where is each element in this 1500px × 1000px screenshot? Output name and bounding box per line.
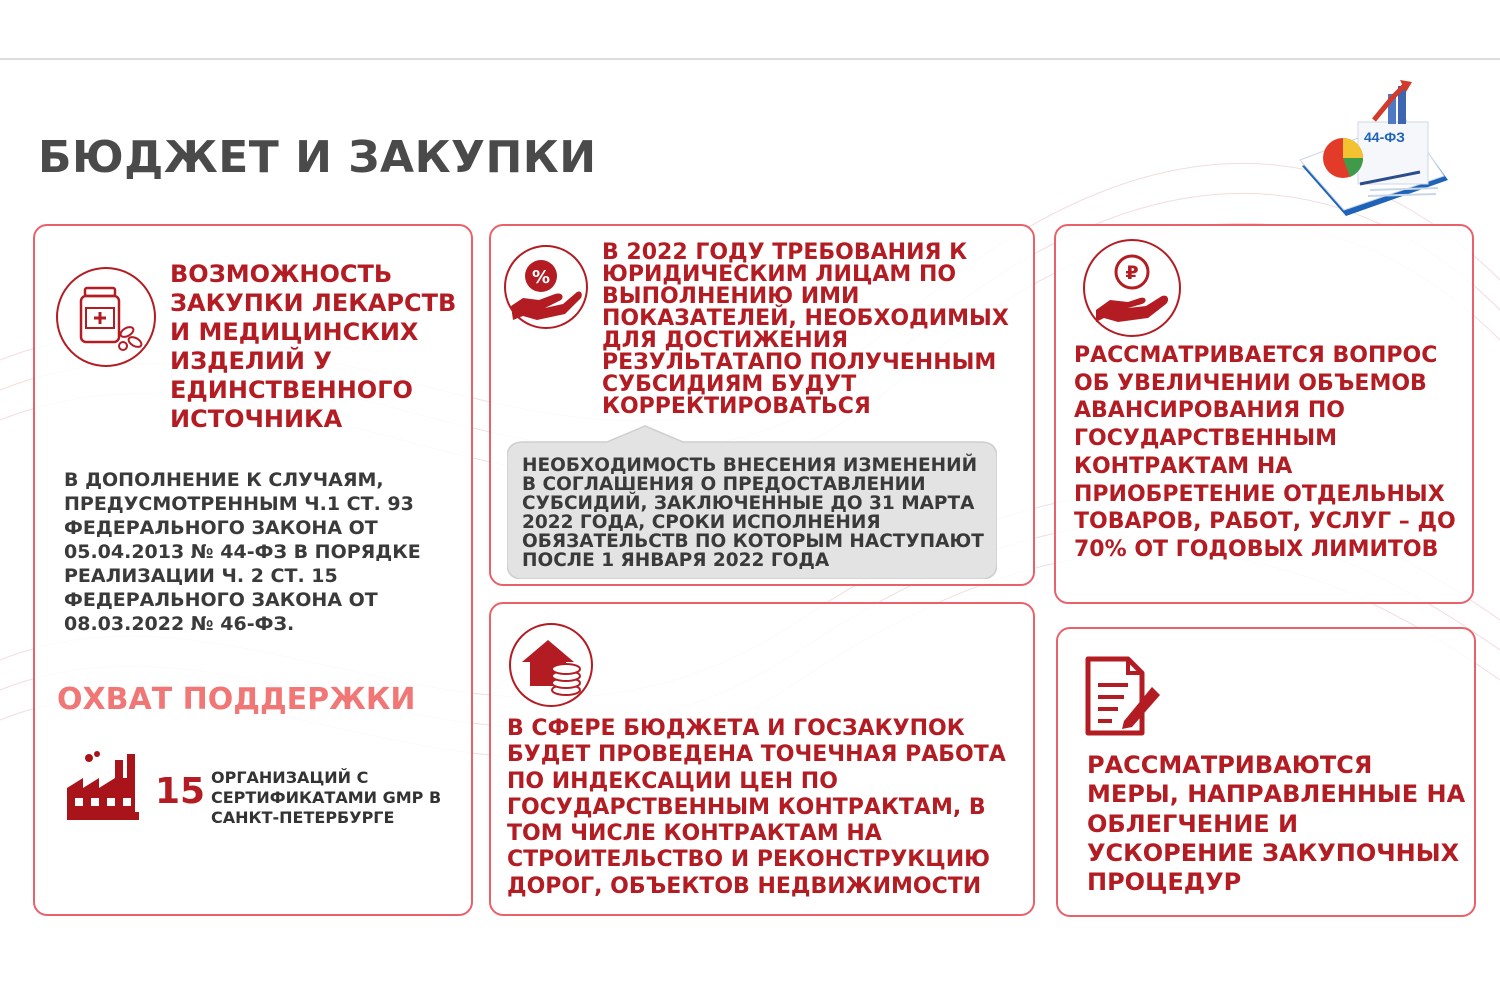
procedures-heading: РАССМАТРИВАЮТСЯ МЕРЫ, НАПРАВЛЕННЫЕ НА ОБЛЕГЧЕНИЕ И УСКОРЕНИЕ ЗАКУПОЧНЫХ ПРОЦЕДУР <box>1087 751 1466 897</box>
top-divider <box>0 58 1500 60</box>
card-advance <box>1054 224 1474 604</box>
coverage-count: 15 <box>155 771 206 812</box>
card-indexation <box>489 602 1035 916</box>
medicines-body-text: В ДОПОЛНЕНИЕ К СЛУЧАЯМ, ПРЕДУСМОТРЕННЫМ Ч.1 СТ. 93 ФЕДЕРАЛЬНОГО ЗАКОНА ОТ 05.04.2013 № 44-ФЗ В ПОРЯДКЕ РЕАЛИЗАЦИИ Ч. 2 СТ. 15 ФЕДЕРАЛЬНОГО ЗАКОНА ОТ 08.03.2022 № 46-ФЗ. <box>64 469 421 635</box>
page-title: БЮДЖЕТ И ЗАКУПКИ <box>38 132 597 183</box>
coverage-title: ОХВАТ ПОДДЕРЖКИ <box>57 682 416 717</box>
svg-text:%: % <box>531 267 551 288</box>
svg-text:44-ФЗ: 44-ФЗ <box>1364 129 1405 145</box>
medicines-heading: ВОЗМОЖНОСТЬ ЗАКУПКИ ЛЕКАРСТВ И МЕДИЦИНСКИХ ИЗДЕЛИЙ У ЕДИНСТВЕННОГО ИСТОЧНИКА <box>170 260 457 433</box>
svg-text:₽: ₽ <box>1125 262 1139 284</box>
indexation-heading: В СФЕРЕ БЮДЖЕТА И ГОСЗАКУПОК БУДЕТ ПРОВЕДЕНА ТОЧЕЧНАЯ РАБОТА ПО ИНДЕКСАЦИИ ЦЕН ПО ГОСУДАРСТВЕННЫМ КОНТРАКТАМ, В ТОМ ЧИСЛЕ КОНТРАКТАМ НА СТРОИТЕЛЬСТВО И РЕКОНСТРУКЦИЮ ДОРОГ, ОБЪЕКТОВ НЕДВИЖИМОСТИ <box>507 716 1006 899</box>
subsidies-heading: В 2022 ГОДУ ТРЕБОВАНИЯ К ЮРИДИЧЕСКИМ ЛИЦАМ ПО ВЫПОЛНЕНИЮ ИМИ ПОКАЗАТЕЛЕЙ, НЕОБХОДИМЫХ ДЛЯ ДОСТИЖЕНИЯ РЕЗУЛЬТАТАПО ПОЛУЧЕННЫМ СУБСИДИЯМ БУДУТ КОРРЕКТИРОВАТЬСЯ <box>602 240 1009 419</box>
subsidies-note-text: НЕОБХОДИМОСТЬ ВНЕСЕНИЯ ИЗМЕНЕНИЙ В СОГЛАШЕНИЯ О ПРЕДОСТАВЛЕНИИ СУБСИДИЙ, ЗАКЛЮЧЕННЫЕ ДО 31 МАРТА 2022 ГОДА, СРОКИ ИСПОЛНЕНИЯ ОБЯЗАТЕЛЬСТВ ПО КОТОРЫМ НАСТУПАЮТ ПОСЛЕ 1 ЯНВАРЯ 2022 ГОДА <box>522 455 984 571</box>
medicine-jar-icon <box>55 266 157 368</box>
ruble-hand-icon <box>1082 238 1182 338</box>
advance-heading: РАССМАТРИВАЕТСЯ ВОПРОС ОБ УВЕЛИЧЕНИИ ОБЪЕМОВ АВАНСИРОВАНИЯ ПО ГОСУДАРСТВЕННЫМ КОНТРАКТАМ НА ПРИОБРЕТЕНИЕ ОТДЕЛЬНЫХ ТОВАРОВ, РАБОТ, УСЛУГ – ДО 70% ОТ ГОДОВЫХ ЛИМИТОВ <box>1074 343 1456 562</box>
coverage-label: ОРГАНИЗАЦИЙ С СЕРТИФИКАТАМИ GMP В САНКТ-ПЕТЕРБУРГЕ <box>211 768 442 827</box>
percent-hand-icon <box>503 244 589 330</box>
house-coins-icon <box>508 622 594 708</box>
document-pen-icon <box>1084 655 1162 737</box>
report-chart-illustration <box>1288 80 1454 216</box>
card-procedures <box>1056 627 1476 917</box>
card-subsidies <box>489 224 1035 586</box>
card-medicines <box>33 224 473 916</box>
factory-icon <box>67 750 139 820</box>
